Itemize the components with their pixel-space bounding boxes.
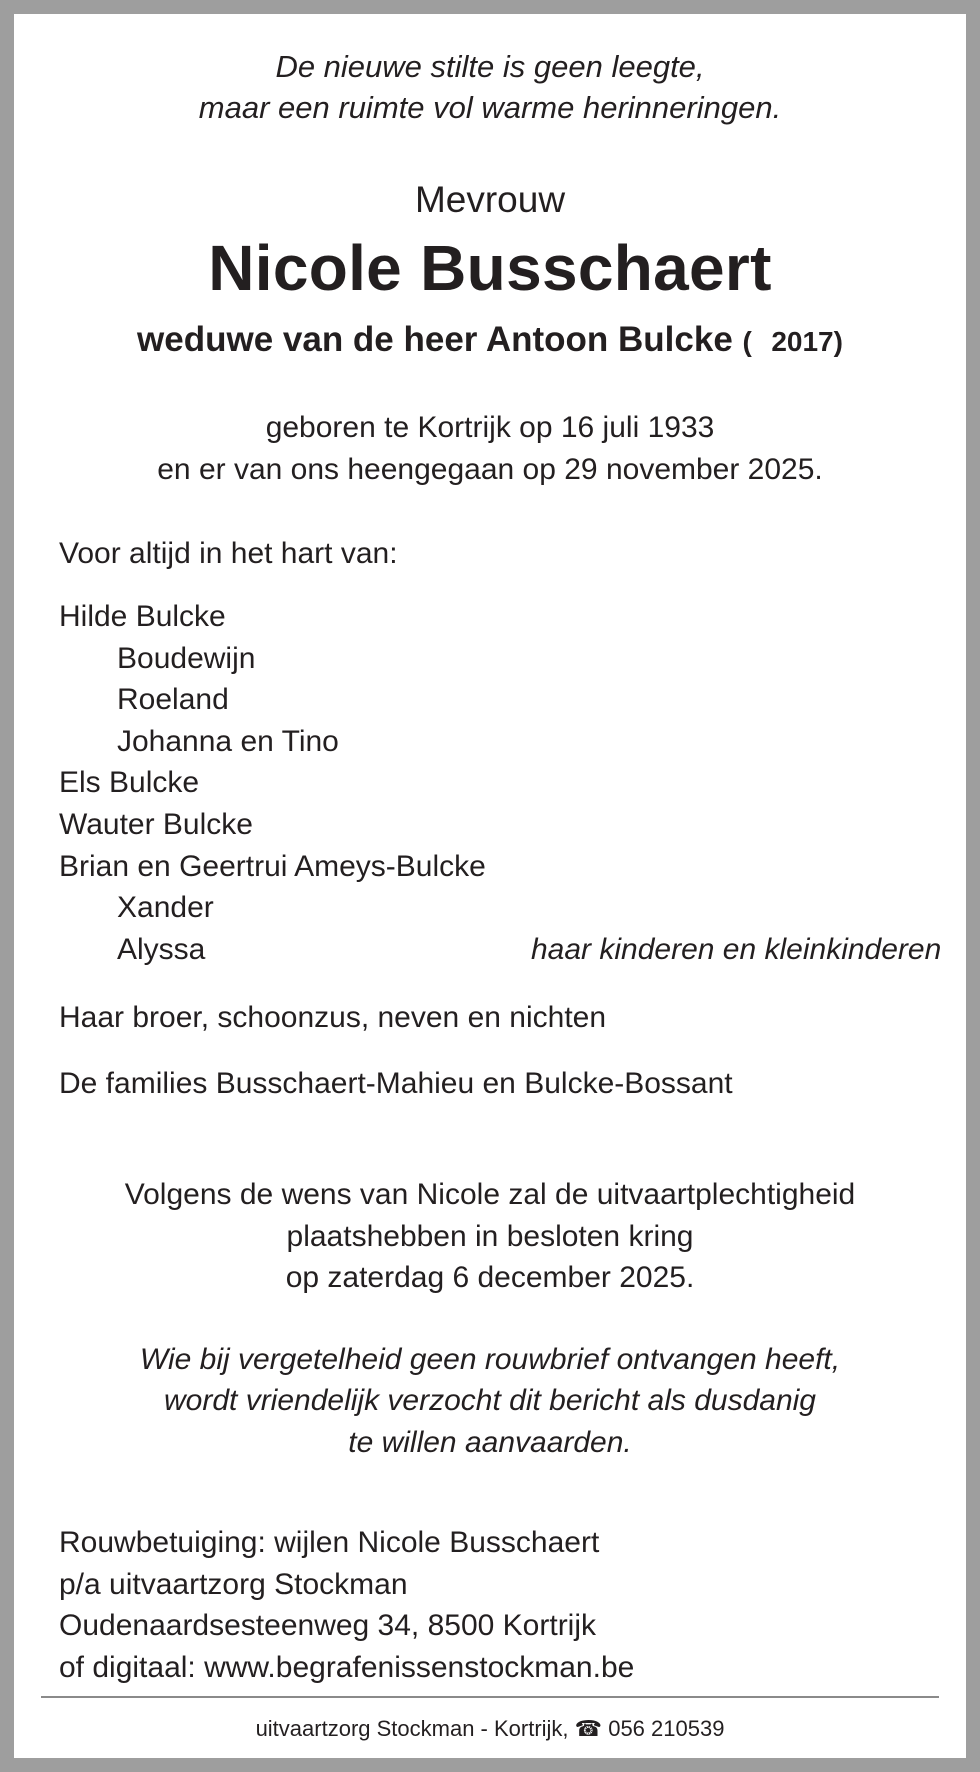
families-line: De families Busschaert-Mahieu en Bulcke-Bossant bbox=[59, 1067, 733, 1100]
obituary-card bbox=[14, 14, 966, 1758]
siblings-line: Haar broer, schoonzus, neven en nichten bbox=[59, 1001, 607, 1034]
list-item: Hilde Bulcke bbox=[59, 600, 226, 633]
notice-line-3: te willen aanvaarden. bbox=[348, 1426, 632, 1459]
telephone-icon: ☎ bbox=[574, 1716, 603, 1741]
widow-line bbox=[14, 318, 966, 364]
list-item: Boudewijn bbox=[117, 641, 256, 675]
footer bbox=[14, 1714, 966, 1744]
quote-line-1: De nieuwe stilte is geen leegte, bbox=[275, 49, 705, 84]
condolences-line-4: of digitaal: www.begrafenissenstockman.be bbox=[59, 1651, 635, 1684]
ceremony-line-2: plaatshebben in besloten kring bbox=[286, 1220, 694, 1253]
quote-line-2: maar een ruimte vol warme herinneringen. bbox=[198, 90, 782, 125]
list-item: Brian en Geertrui Ameys-Bulcke bbox=[59, 849, 486, 883]
widow-year: 2017) bbox=[771, 326, 843, 357]
ceremony-line-3: op zaterdag 6 december 2025. bbox=[285, 1261, 695, 1294]
heart-heading: Voor altijd in het hart van: bbox=[59, 537, 398, 570]
notice-line-1: Wie bij vergetelheid geen rouwbrief ontvangen heeft, bbox=[139, 1343, 841, 1376]
title: Mevrouw bbox=[414, 179, 566, 220]
dates-line-2: en er van ons heengegaan op 29 november 2025. bbox=[157, 453, 823, 486]
condolences-line-1: Rouwbetuiging: wijlen Nicole Busschaert bbox=[59, 1526, 600, 1559]
condolences-line-3: Oudenaardsesteenweg 34, 8500 Kortrijk bbox=[59, 1609, 597, 1642]
list-item: Els Bulcke bbox=[59, 766, 200, 800]
widow-open-paren: ( bbox=[742, 326, 752, 357]
footer-text: uitvaartzorg Stockman - Kortrijk, bbox=[255, 1716, 569, 1741]
notice-line-2: wordt vriendelijk verzocht dit bericht als dusdanig bbox=[164, 1384, 816, 1417]
list-item: Johanna en Tino bbox=[117, 724, 339, 758]
divider bbox=[41, 1696, 939, 1698]
family-list bbox=[59, 596, 942, 970]
list-item: Alyssa bbox=[117, 932, 206, 966]
list-item: Roeland bbox=[117, 683, 229, 717]
ceremony-line-1: Volgens de wens van Nicole zal de uitvaartplechtigheid bbox=[124, 1178, 856, 1211]
footer-phone: 056 210539 bbox=[608, 1716, 725, 1741]
condolences-line-2: p/a uitvaartzorg Stockman bbox=[59, 1568, 408, 1601]
family-relation: haar kinderen en kleinkinderen bbox=[531, 932, 942, 966]
list-item: Xander bbox=[117, 891, 214, 925]
dates-line-1: geboren te Kortrijk op 16 juli 1933 bbox=[265, 411, 715, 444]
widow-text: weduwe van de heer Antoon Bulcke bbox=[137, 320, 733, 359]
deceased-name: Nicole Busschaert bbox=[208, 232, 772, 304]
list-item: Wauter Bulcke bbox=[59, 807, 253, 841]
